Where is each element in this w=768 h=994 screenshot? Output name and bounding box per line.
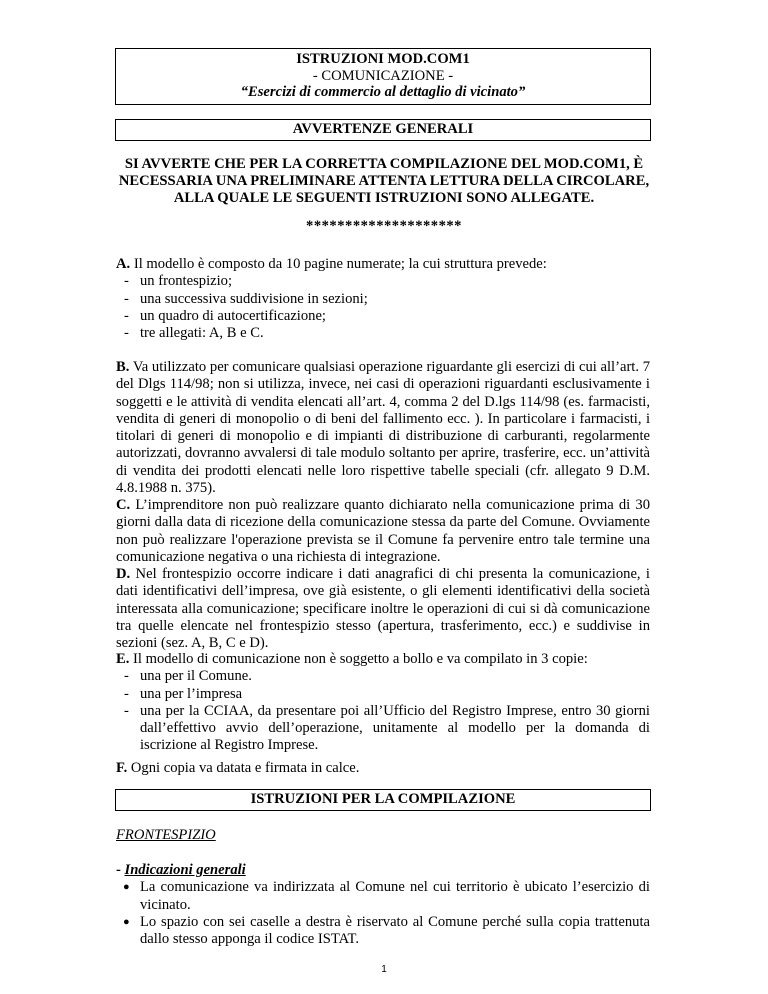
paragraph-f bbox=[116, 760, 650, 777]
list-item: ● Lo spazio con sei caselle a destra è riservato al Comune perché sulla copia trattenuta dallo stesso apponga il codice ISTAT. bbox=[123, 913, 650, 948]
list-item: - un quadro di autocertificazione; bbox=[124, 307, 326, 324]
document-title-box bbox=[115, 48, 651, 105]
paragraph-text: Va utilizzato per comunicare qualsiasi operazione riguardante gli esercizi di cui all’art. 7 del Dlgs 114/98; non si utilizza, invece, nei casi di operazioni riguardanti esclusivamente i soggetti e le attività di vendita elencati all’art. 4, comma 2 del D.lgs 114/98 (es. farmacisti, vendita di generi di monopolio o di beni del fallimento ecc. ). In particolare i farmacisti, i titolari di generi di monopolio e di impianti di distribuzione di carburanti, regolarmente autorizzati, dovranno avvalersi di tale modulo soltanto per aprire, trasferire, ecc. un’attività di vendita dei prodotti elencati nelle loro rispettive tabelle speciali (cfr. allegato 9 D.M. 4.8.1988 n. 375). bbox=[116, 359, 650, 497]
list-item: - una successiva suddivisione in sezioni; bbox=[124, 290, 368, 307]
list-item: - una per la CCIAA, da presentare poi all’Ufficio del Registro Imprese, entro 30 giorni dall’effettivo avvio dell’operazione, unitamente al modello per la domanda di iscrizione al Registro Imprese. bbox=[124, 702, 650, 754]
paragraph-text: Il modello è composto da 10 pagine numerate; la cui struttura prevede: bbox=[130, 256, 547, 272]
paragraph-label: A. bbox=[116, 256, 131, 272]
paragraph-label: B. bbox=[116, 359, 130, 375]
indicazioni-title: Indicazioni generali bbox=[124, 862, 246, 878]
list-item: ● La comunicazione va indirizzata al Comune nel cui territorio è ubicato l’esercizio di vicinato. bbox=[123, 879, 650, 913]
list-item: - un frontespizio; bbox=[124, 273, 233, 290]
warning-notice: SI AVVERTE CHE PER LA CORRETTA COMPILAZIONE DEL MOD.COM1, È NECESSARIA UNA PRELIMINARE ATTENTA LETTURA DELLA CIRCOLARE, ALLA QUALE LE SEGUENTI ISTRUZIONI SONO ALLEGATE. bbox=[118, 156, 650, 207]
paragraph-text: Il modello di comunicazione non è soggetto a bollo e va compilato in 3 copie: bbox=[129, 651, 588, 667]
paragraph-b bbox=[116, 359, 650, 497]
paragraph-label: D. bbox=[116, 566, 131, 582]
indicazioni-list bbox=[116, 879, 650, 948]
paragraph-text: Nel frontespizio occorre indicare i dati anagrafici di chi presenta la comunicazione, i dati identificativi dell’impresa, ove già esistente, o gli elementi identificativi della società interessata alla comunicazione; specificare inoltre le operazioni di cui si dà comunicazione tra quelle elencate nel frontespizio stesso (apertura, trasferimento, ecc.) e suddivise in sezioni (sez. A, B, C e D). bbox=[116, 566, 650, 652]
paragraph-e bbox=[116, 651, 650, 755]
separator-stars: ******************** bbox=[306, 218, 462, 234]
structure-list bbox=[116, 273, 650, 342]
indicazioni-generali: - Indicazioni generali ● La comunicazione va indirizzata al Comune nel cui territorio è ubicato l’esercizio di vicinato. ● Lo spazio con sei caselle a destra è riservato al Comune perché sulla copia trattenuta dallo stesso apponga il codice ISTAT. bbox=[116, 862, 650, 948]
paragraph-label: C. bbox=[116, 497, 131, 513]
paragraph-c bbox=[116, 497, 650, 566]
paragraph-a bbox=[116, 256, 650, 342]
copies-list bbox=[116, 668, 650, 754]
paragraph-label: F. bbox=[116, 760, 128, 776]
page-number: 1 bbox=[381, 964, 387, 975]
paragraph-label: E. bbox=[116, 651, 130, 667]
document-title: ISTRUZIONI MOD.COM1 bbox=[296, 51, 470, 67]
list-item: - una per il Comune. bbox=[124, 668, 252, 685]
paragraph-d bbox=[116, 566, 650, 652]
document-subtitle: - COMUNICAZIONE - bbox=[312, 67, 454, 84]
document-subject: “Esercizi di commercio al dettaglio di vicinato” bbox=[240, 84, 526, 100]
section-heading-avvertenze: AVVERTENZE GENERALI bbox=[115, 119, 651, 141]
list-item: - tre allegati: A, B e C. bbox=[124, 325, 264, 342]
paragraph-text: Ogni copia va datata e firmata in calce. bbox=[127, 760, 360, 776]
section-heading-istruzioni: ISTRUZIONI PER LA COMPILAZIONE bbox=[115, 789, 651, 811]
paragraph-text: L’imprenditore non può realizzare quanto dichiarato nella comunicazione prima di 30 giorni dalla data di ricezione della comunicazione stessa da parte del Comune. Ovviamente non può realizzare l'operazione prevista se il Comune fa pervenire entro tale termine una comunicazione negativa o una richiesta di integrazione. bbox=[116, 497, 650, 565]
frontespizio-heading: FRONTESPIZIO bbox=[116, 827, 216, 843]
list-item: - una per l’impresa bbox=[124, 685, 243, 702]
